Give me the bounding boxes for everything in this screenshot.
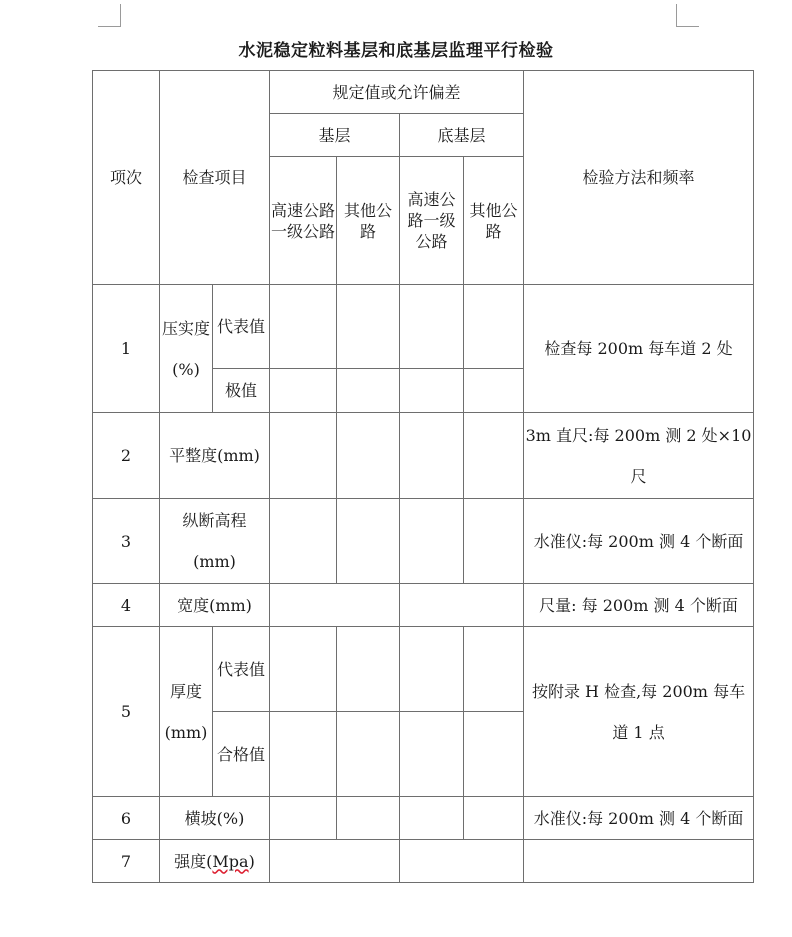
value-cell	[464, 499, 524, 584]
row-subitem: 代表值	[213, 627, 270, 712]
row-no: 2	[93, 413, 160, 499]
value-cell	[400, 797, 464, 840]
header-base-highway: 高速公路一级公路	[270, 157, 337, 285]
value-cell	[464, 627, 524, 712]
value-cell	[400, 840, 524, 883]
spellcheck-underlined-unit: Mpa	[212, 851, 249, 871]
value-cell	[337, 285, 400, 369]
table-row	[93, 285, 754, 369]
row-method: 3m 直尺:每 200m 测 2 处×10 尺	[524, 413, 754, 499]
row-subitem: 代表值	[213, 285, 270, 369]
row-no: 1	[93, 285, 160, 413]
value-cell	[337, 499, 400, 584]
header-check-item: 检查项目	[160, 71, 270, 285]
header-subbase-other: 其他公路	[464, 157, 524, 285]
value-cell	[270, 499, 337, 584]
table-row	[93, 797, 754, 840]
value-cell	[400, 413, 464, 499]
value-cell	[400, 369, 464, 413]
page-corner-mark-right	[676, 4, 699, 27]
value-cell	[464, 369, 524, 413]
value-cell	[464, 712, 524, 797]
value-cell	[337, 797, 400, 840]
table-row	[93, 499, 754, 584]
header-item-no: 项次	[93, 71, 160, 285]
value-cell	[464, 797, 524, 840]
value-cell	[337, 712, 400, 797]
table-row	[93, 840, 754, 883]
row-no: 6	[93, 797, 160, 840]
row-no: 3	[93, 499, 160, 584]
row-method: 按附录 H 检查,每 200m 每车道 1 点	[524, 627, 754, 797]
table-header-row	[93, 71, 754, 114]
header-base-other: 其他公路	[337, 157, 400, 285]
value-cell	[400, 584, 524, 627]
value-cell	[270, 840, 400, 883]
row-method: 水准仪:每 200m 测 4 个断面	[524, 797, 754, 840]
row-method: 检查每 200m 每车道 2 处	[524, 285, 754, 413]
value-cell	[270, 584, 400, 627]
row-item: 厚度(mm)	[160, 627, 213, 797]
header-subbase: 底基层	[400, 114, 524, 157]
row-no: 4	[93, 584, 160, 627]
row-item: 横坡(%)	[160, 797, 270, 840]
header-subbase-highway: 高速公路一级公路	[400, 157, 464, 285]
value-cell	[270, 369, 337, 413]
row-no: 7	[93, 840, 160, 883]
value-cell	[464, 285, 524, 369]
row-item	[160, 840, 270, 883]
value-cell	[337, 369, 400, 413]
row-item: 宽度(mm)	[160, 584, 270, 627]
value-cell	[337, 413, 400, 499]
row-method: 水准仪:每 200m 测 4 个断面	[524, 499, 754, 584]
value-cell	[270, 627, 337, 712]
table-row	[93, 584, 754, 627]
value-cell	[400, 627, 464, 712]
value-cell	[270, 797, 337, 840]
row-subitem: 极值	[213, 369, 270, 413]
row-subitem: 合格值	[213, 712, 270, 797]
row-method: 尺量: 每 200m 测 4 个断面	[524, 584, 754, 627]
row-item-prefix: 强度(	[174, 851, 213, 871]
header-spec-group: 规定值或允许偏差	[270, 71, 524, 114]
value-cell	[337, 627, 400, 712]
header-method: 检验方法和频率	[524, 71, 754, 285]
value-cell	[270, 413, 337, 499]
value-cell	[400, 285, 464, 369]
value-cell	[464, 413, 524, 499]
header-base: 基层	[270, 114, 400, 157]
row-item-suffix: )	[248, 851, 255, 871]
row-method	[524, 840, 754, 883]
document-title: 水泥稳定粒料基层和底基层监理平行检验	[238, 41, 554, 61]
table-row	[93, 413, 754, 499]
value-cell	[400, 712, 464, 797]
row-item: 平整度(mm)	[160, 413, 270, 499]
value-cell	[400, 499, 464, 584]
table-row	[93, 627, 754, 712]
inspection-table	[92, 70, 754, 883]
page-corner-mark-left	[98, 4, 121, 27]
row-no: 5	[93, 627, 160, 797]
row-item: 压实度(%)	[160, 285, 213, 413]
value-cell	[270, 285, 337, 369]
row-item: 纵断高程(mm)	[160, 499, 270, 584]
value-cell	[270, 712, 337, 797]
